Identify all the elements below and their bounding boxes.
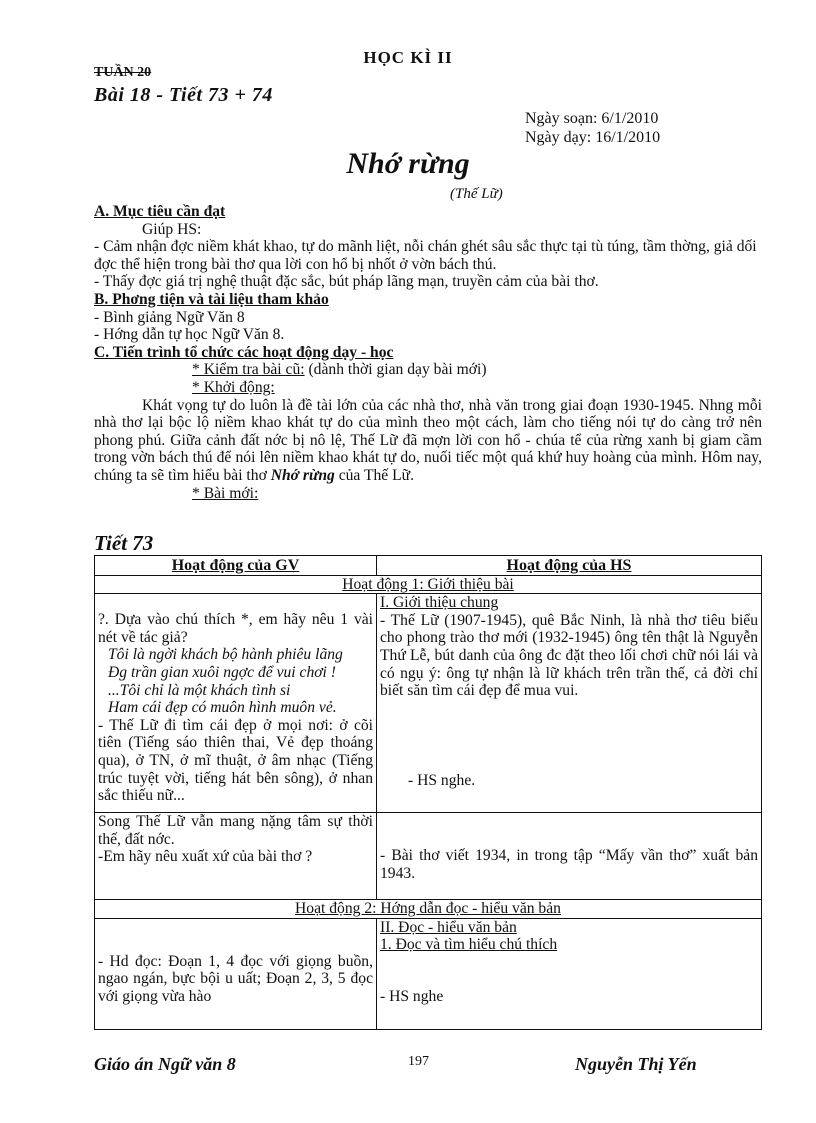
gv-poem-line-2: Đg trần gian xuôi ngợc để vui chơi ! xyxy=(108,663,336,681)
new-lesson-label: * Bài mới: xyxy=(192,484,259,502)
lesson-body xyxy=(94,203,762,502)
gv-question-author: ?. Dựa vào chú thích *, em hãy nêu 1 vài nét về tác giả? xyxy=(98,611,373,646)
section-b-line-2: - Hớng dẫn tự học Ngữ Văn 8. xyxy=(94,326,285,344)
warmup-label: * Khởi động: xyxy=(192,378,275,396)
activity-2-label: Hoạt động 2: Hớng dẫn đọc - hiểu văn bản xyxy=(95,900,762,919)
table-row xyxy=(95,900,762,919)
table-row xyxy=(95,918,762,1029)
hs-cell-origin xyxy=(377,813,762,900)
gv-question-origin: -Em hãy nêu xuất xứ của bài thơ ? xyxy=(98,848,313,866)
col-hs-header: Hoạt động của HS xyxy=(377,556,762,576)
table-row xyxy=(95,813,762,900)
lesson-label: Bài 18 - Tiết 73 + 74 xyxy=(94,84,273,106)
activity-table xyxy=(94,555,762,1030)
table-row xyxy=(95,594,762,813)
section-b-heading: B. Phơng tiện và tài liệu tham khảo xyxy=(94,290,329,308)
hs-listen-1: - HS nghe. xyxy=(408,771,476,789)
section-c-heading: C. Tiến trình tổ chức các hoạt động dạy - học xyxy=(94,343,394,361)
tiet-heading: Tiết 73 xyxy=(94,531,154,555)
section-b-line-1: - Bình giảng Ngữ Văn 8 xyxy=(94,308,245,326)
warmup-poem-title: Nhớ rừng xyxy=(270,466,335,484)
gv-note-beauty: - Thế Lữ đi tìm cái đẹp ở mọi nơi: ở cõi tiên (Tiếng sáo thiên thai, Vẻ đẹp thoáng qua), ở TN, ở mĩ thuật, ở âm nhạc (Tiếng trúc tuyệt vời, tiếng hát bên sông), ở nhan sắc thiếu nữ... xyxy=(98,716,373,805)
week-label: TUẦN 20 xyxy=(94,65,152,80)
check-old-lesson xyxy=(94,361,762,379)
prep-date: Ngày soạn: 6/1/2010 xyxy=(525,110,659,127)
section-a-heading: A. Mục tiêu cần đạt xyxy=(94,203,226,220)
hs-listen-2: - HS nghe xyxy=(380,987,444,1005)
gv-cell-author xyxy=(95,594,377,813)
page-number: 197 xyxy=(408,1054,429,1069)
footer-author: Nguyễn Thị Yến xyxy=(575,1054,697,1074)
teach-date: Ngày dạy: 16/1/2010 xyxy=(525,129,661,146)
hs-cell-author xyxy=(377,594,762,813)
gv-poem-line-1: Tôi là ngời khách bộ hành phiêu lãng xyxy=(108,646,343,664)
poem-author: (Thế Lữ) xyxy=(450,186,503,202)
gv-note-country: Song Thế Lữ vẫn mang nặng tâm sự thời thế, đất nớc. xyxy=(98,813,373,848)
check-text: (dành thời gian dạy bài mới) xyxy=(304,361,487,379)
hs-section-ii-sub: 1. Đọc và tìm hiểu chú thích xyxy=(380,936,558,954)
poem-title: Nhớ rừng xyxy=(346,147,470,180)
warmup-heading xyxy=(94,379,762,397)
warmup-paragraph xyxy=(94,397,762,485)
gv-cell-origin xyxy=(95,813,377,900)
date-block xyxy=(525,109,660,147)
section-a-intro: Giúp HS: xyxy=(142,220,202,238)
gv-poem-line-4: Ham cái đẹp có muôn hình muôn vẻ. xyxy=(108,699,337,717)
semester-heading: HỌC KÌ II xyxy=(363,48,453,67)
warmup-tail: của Thế Lữ. xyxy=(334,466,414,484)
table-header-row xyxy=(95,556,762,576)
check-label: * Kiểm tra bài cũ: xyxy=(192,361,305,379)
footer-title: Giáo án Ngữ văn 8 xyxy=(94,1054,236,1074)
hs-section-ii-heading: II. Đọc - hiểu văn bản xyxy=(380,918,517,936)
warmup-text: Khát vọng tự do luôn là đề tài lớn của các nhà thơ, nhà văn trong giai đoạn 1930-1945. Nhng mỗi nhà thơ lại bộc lộ niềm khao khát tự do của mình theo một cách, làm cho tiếng nói tự do càng trở nên phong phú. Giữa cảnh đất nớc bị nô lệ, Thế Lữ đã mợn lời con hổ - chúa tể của rừng xanh bị giam cầm trong vờn bách thú để nói lên niềm khao khát tự do, nuối tiếc một quá khứ huy hoàng của mình. Hôm nay, chúng ta sẽ tìm hiểu bài thơ xyxy=(94,396,762,484)
hs-section-i-heading: I. Giới thiệu chung xyxy=(380,594,499,612)
gv-poem-line-3: ...Tôi chỉ là một khách tình si xyxy=(108,681,291,699)
new-lesson xyxy=(94,485,762,503)
hs-answer-author: - Thế Lữ (1907-1945), quê Bắc Ninh, là nhà thơ tiêu biểu cho phong trào thơ mới (1932-1945) ông tên thật là Nguyễn Thứ Lễ, bút danh của ông đc đặt theo lối chơi chữ nói lái và có ngụ ý: ông tự nhận là lữ khách trên trần thế, cả đời chỉ biết săn tìm cái đẹp để mua vui. xyxy=(380,611,758,700)
section-a-line-2: - Thấy đợc giá trị nghệ thuật đặc sắc, bút pháp lãng mạn, truyền cảm của bài thơ. xyxy=(94,273,599,291)
hs-cell-reading xyxy=(377,918,762,1029)
gv-cell-reading xyxy=(95,918,377,1029)
gv-reading-guide: - Hd đọc: Đoạn 1, 4 đọc với giọng buồn, ngao ngán, bực bội u uất; Đoạn 2, 3, 5 đọc với giọng vừa hào xyxy=(98,952,373,1005)
hs-answer-origin: - Bài thơ viết 1934, in trong tập “Mấy vần thơ” xuất bản 1943. xyxy=(380,847,758,882)
activity-1-label: Hoạt động 1: Giới thiệu bài xyxy=(95,575,762,594)
section-a-line-1: - Cảm nhận đợc niềm khát khao, tự do mãnh liệt, nỗi chán ghét sâu sắc thực tại tù túng, tầm thờng, giả dối đợc thể hiện trong bài thơ qua lời con hổ bị nhốt ở vờn bách thú. xyxy=(94,238,757,273)
col-gv-header: Hoạt động của GV xyxy=(95,556,377,576)
table-row xyxy=(95,575,762,594)
